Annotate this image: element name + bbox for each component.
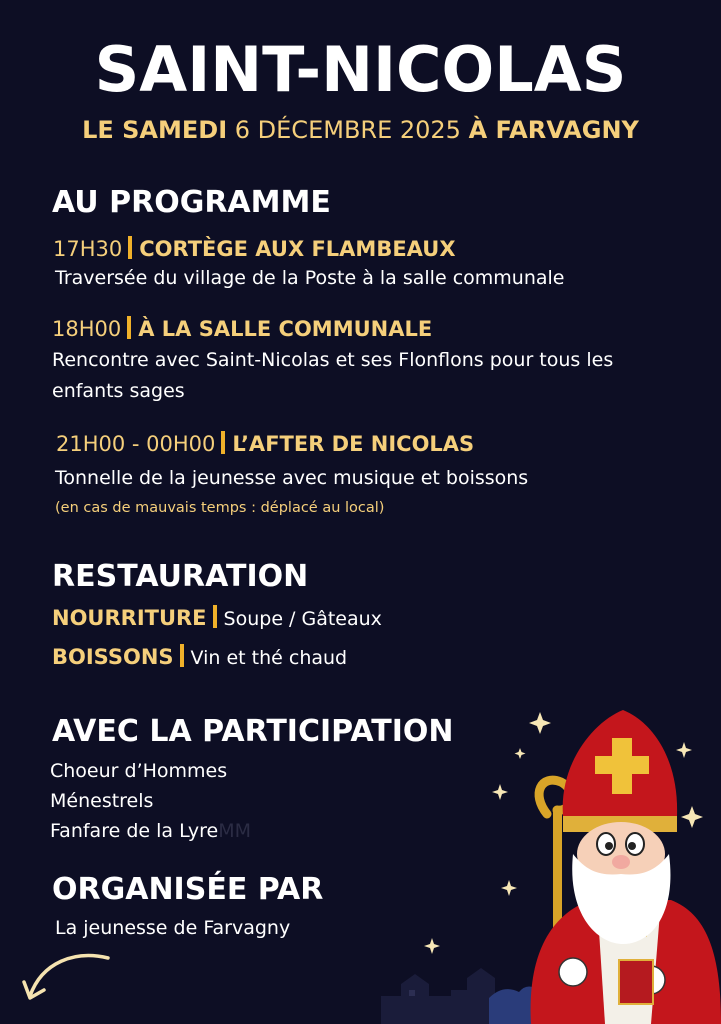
item-label: NOURRITURE [52, 606, 207, 630]
item-value: Vin et thé chaud [190, 647, 348, 669]
event-title: CORTÈGE AUX FLAMBEAUX [139, 237, 456, 261]
divider [128, 236, 132, 259]
event-description: Rencontre avec Saint-Nicolas et ses Flonflons pour tous les enfants sages [52, 349, 614, 402]
event-location: À FARVAGNY [468, 116, 639, 144]
program-event-3 [56, 429, 474, 459]
watermark: MM [218, 820, 252, 842]
divider [180, 644, 184, 667]
event-time: 18H00 [52, 317, 122, 341]
page-title: SAINT-NICOLAS [94, 33, 627, 106]
divider [127, 316, 131, 339]
divider [221, 431, 225, 454]
date-prefix: LE SAMEDI [82, 116, 228, 144]
program-event-2 [52, 314, 432, 344]
divider [213, 605, 217, 628]
program-event-1 [53, 234, 456, 264]
event-time: 17H30 [53, 237, 123, 261]
organisation-value: La jeunesse de Farvagny [55, 917, 291, 939]
participant [50, 816, 251, 846]
arrow-icon [20, 946, 120, 1006]
program-heading: AU PROGRAMME [52, 185, 331, 220]
saint-nicolas-illustration [501, 704, 721, 1024]
participant-name: Fanfare de la Lyre [50, 820, 219, 842]
participant: Choeur d’Hommes [50, 760, 228, 782]
participation-heading: AVEC LA PARTICIPATION [52, 714, 454, 749]
organisation-heading: ORGANISÉE PAR [52, 872, 324, 907]
event-time: 21H00 - 00H00 [56, 432, 216, 456]
event-description: Tonnelle de la jeunesse avec musique et boissons [55, 467, 529, 489]
event-title: À LA SALLE COMMUNALE [138, 317, 433, 341]
event-note: (en cas de mauvais temps : déplacé au local) [55, 500, 385, 516]
restauration-heading: RESTAURATION [52, 559, 309, 594]
restauration-item-drinks [52, 642, 347, 674]
event-title: L’AFTER DE NICOLAS [232, 432, 475, 456]
restauration-item-food [52, 603, 382, 635]
event-date: 6 DÉCEMBRE 2025 [234, 116, 461, 144]
participant: Ménestrels [50, 790, 154, 812]
event-description: Traversée du village de la Poste à la salle communale [55, 267, 565, 289]
event-date-line [0, 110, 721, 150]
item-label: BOISSONS [52, 645, 174, 669]
item-value: Soupe / Gâteaux [223, 608, 382, 630]
